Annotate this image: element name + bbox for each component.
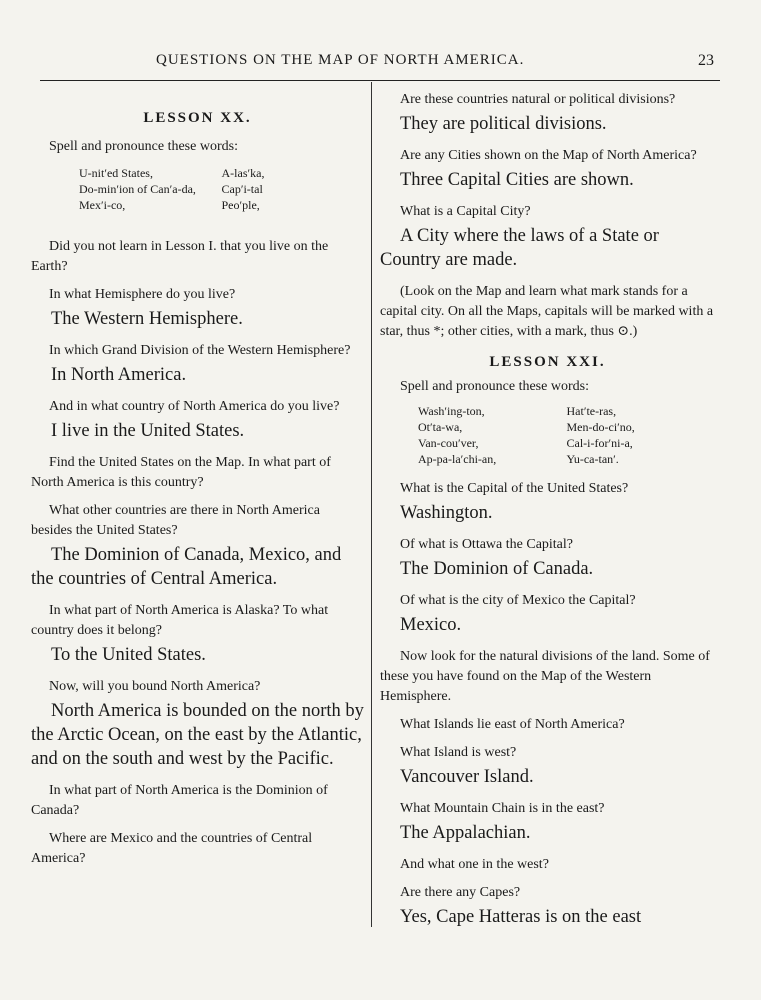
word: Cal-i-for′ni-a, — [566, 436, 633, 450]
word: Van-cou′ver, — [418, 436, 479, 450]
question: Of what is Ottawa the Capital? — [400, 537, 574, 552]
answer: In North America. — [51, 365, 187, 385]
word: Hat′te-ras, — [566, 404, 617, 418]
word: Mex′i-co, — [79, 198, 126, 212]
question: And in what country of North America do you live? — [49, 399, 340, 414]
question: Are these countries natural or political divisions? — [400, 92, 676, 107]
question: What Island is west? — [400, 745, 517, 760]
answer: The Dominion of Canada. — [400, 559, 594, 579]
word: Do-min′ion of Can′a-da, — [79, 182, 196, 196]
word: U-nit′ed States, — [79, 166, 153, 180]
right-column — [380, 90, 715, 939]
question: Are any Cities shown on the Map of North America? — [400, 148, 697, 163]
question: What is a Capital City? — [400, 204, 531, 219]
question: Now, will you bound North America? — [49, 679, 261, 694]
word: A-las′ka, — [221, 166, 265, 180]
question: Find the United States on the Map. In what part of North America is this country? — [31, 455, 331, 490]
answer: North America is bounded on the north by the Arctic Ocean, on the east by the Atlantic, and on the south and west by the Pacific. — [31, 701, 364, 769]
question: In which Grand Division of the Western Hemisphere? — [49, 343, 351, 358]
question: What is the Capital of the United States? — [400, 481, 629, 496]
word: Men-do-ci′no, — [566, 420, 635, 434]
spell-intro: Spell and pronounce these words: — [400, 379, 589, 394]
answer: I live in the United States. — [51, 421, 245, 441]
answer: The Appalachian. — [400, 823, 531, 843]
word: Cap′i-tal — [221, 182, 263, 196]
answer: Three Capital Cities are shown. — [400, 170, 634, 190]
answer: The Western Hemisphere. — [51, 309, 243, 329]
map-note: (Look on the Map and learn what mark stands for a capital city. On all the Maps, capitals will be marked with a star, thus *; other cities, with a mark, thus ⊙.) — [380, 284, 714, 339]
question: In what part of North America is Alaska? To what country does it belong? — [31, 603, 329, 638]
question: Of what is the city of Mexico the Capital? — [400, 593, 636, 608]
question: In what Hemisphere do you live? — [49, 287, 236, 302]
word-list — [79, 165, 364, 213]
answer: Yes, Cape Hatteras is on the east — [400, 907, 642, 927]
answer: Mexico. — [400, 615, 462, 635]
question: And what one in the west? — [400, 857, 549, 872]
answer: To the United States. — [51, 645, 206, 665]
question: What Mountain Chain is in the east? — [400, 801, 605, 816]
left-column — [31, 90, 364, 869]
answer: Washington. — [400, 503, 493, 523]
word: Peo′ple, — [221, 198, 260, 212]
question: What Islands lie east of North America? — [400, 717, 625, 732]
spell-intro: Spell and pronounce these words: — [49, 139, 238, 154]
column-divider — [371, 82, 372, 927]
running-head — [40, 52, 720, 74]
question: Did you not learn in Lesson I. that you live on the Earth? — [31, 239, 329, 274]
answer: Vancouver Island. — [400, 767, 534, 787]
answer: They are political divisions. — [400, 114, 607, 134]
word-list — [418, 403, 715, 467]
word: Yu-ca-tan′. — [566, 452, 619, 466]
question: Now look for the natural divisions of the land. Some of these you have found on the Map of the Western Hemisphere. — [380, 649, 710, 704]
answer: The Dominion of Canada, Mexico, and the countries of Central America. — [31, 545, 342, 589]
question: What other countries are there in North America besides the United States? — [31, 503, 320, 538]
page-number: 23 — [698, 52, 714, 69]
question: Are there any Capes? — [400, 885, 521, 900]
question: Where are Mexico and the countries of Central America? — [31, 831, 313, 866]
page-title: QUESTIONS ON THE MAP OF NORTH AMERICA. — [156, 52, 525, 68]
header-rule — [40, 80, 720, 81]
answer: A City where the laws of a State or Country are made. — [380, 226, 659, 270]
lesson-title: LESSON XXI. — [489, 354, 606, 370]
question: In what part of North America is the Dominion of Canada? — [31, 783, 328, 818]
lesson-title: LESSON XX. — [143, 110, 252, 126]
word: Wash′ing-ton, — [418, 404, 485, 418]
word: Ot′ta-wa, — [418, 420, 463, 434]
word: Ap-pa-la′chi-an, — [418, 452, 497, 466]
